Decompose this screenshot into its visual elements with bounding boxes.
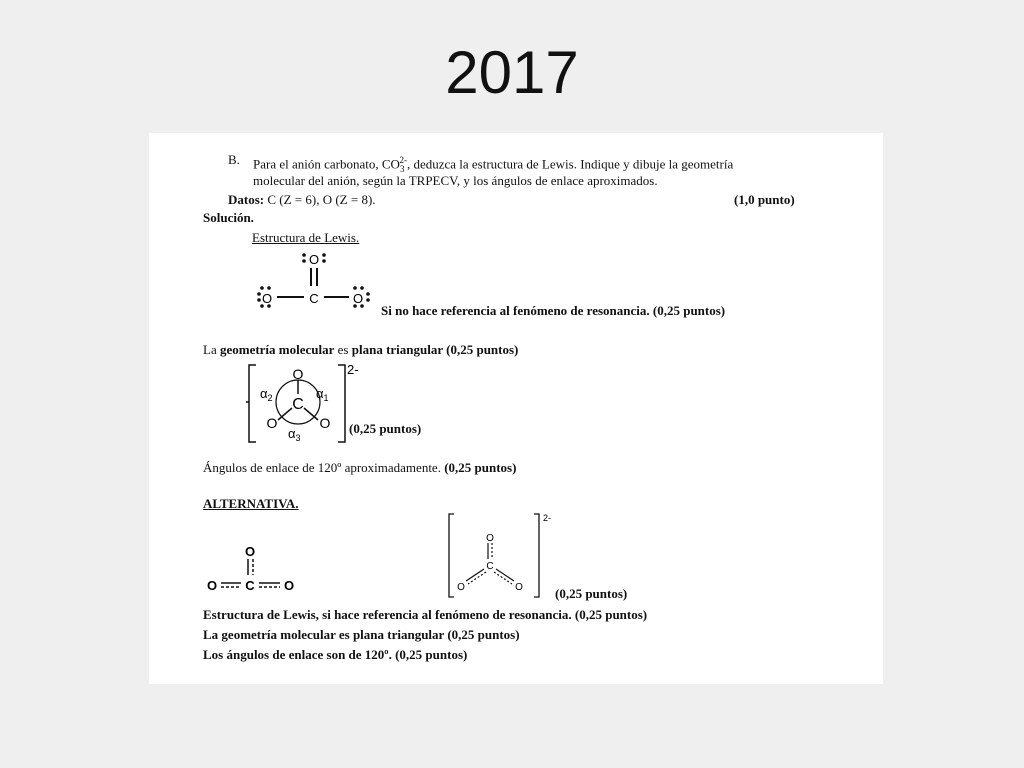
alt-geo-c: C xyxy=(486,561,494,572)
lewis-o-top: O xyxy=(308,252,320,267)
geo-o-left: O xyxy=(266,415,278,431)
question-points: (1,0 punto) xyxy=(734,192,795,207)
geo-c: C xyxy=(292,396,304,413)
alternative-line-3: Los ángulos de enlace son de 120º. (0,25 puntos) xyxy=(203,647,468,662)
alt-o-left: O xyxy=(206,578,218,593)
lewis-o-right: O xyxy=(352,291,364,306)
geometry-line: La geometría molecular es plana triangular (0,25 puntos) xyxy=(203,342,519,357)
alt-geo-o-top: O xyxy=(486,533,494,544)
angles-line: Ángulos de enlace de 120º aproximadamente. (0,25 puntos) xyxy=(203,460,517,475)
solution-heading: Solución. xyxy=(203,210,254,225)
lewis-c: C xyxy=(309,291,319,306)
question-line-2: molecular del anión, según la TRPECV, y los ángulos de enlace aproximados. xyxy=(253,173,658,188)
alt-charge-label: 2- xyxy=(543,513,552,523)
charge-label: 2- xyxy=(347,362,359,377)
alternative-line-2: La geometría molecular es plana triangular (0,25 puntos) xyxy=(203,627,520,642)
lewis-heading: Estructura de Lewis. xyxy=(252,230,360,245)
slide-title: 2017 xyxy=(445,39,579,106)
resonance-lewis-diagram xyxy=(204,543,304,595)
document-image xyxy=(149,133,883,684)
resonance-geometry-diagram xyxy=(446,511,561,599)
alternative-line-1: Estructura de Lewis, si hace referencia al fenómeno de resonancia. (0,25 puntos) xyxy=(203,607,648,622)
datos-line: Datos: C (Z = 6), O (Z = 8). xyxy=(228,192,376,207)
alt-geo-o-right: O xyxy=(515,582,523,593)
alt-o-top: O xyxy=(244,544,256,559)
alternative-heading: ALTERNATIVA. xyxy=(203,496,299,511)
alpha-3-label: $\alpha_3$ xyxy=(288,426,301,443)
resonance-note: Si no hace referencia al fenómeno de resonancia. (0,25 puntos) xyxy=(381,303,726,318)
alternative-diagram-points: (0,25 puntos) xyxy=(555,586,628,601)
lewis-o-left: O xyxy=(261,291,273,306)
alt-o-right: O xyxy=(283,578,295,593)
alpha-2-label: $\alpha_2$ xyxy=(260,386,273,403)
question-letter: B. xyxy=(228,152,240,167)
geo-o-right: O xyxy=(319,415,331,431)
alt-geo-o-left: O xyxy=(457,582,465,593)
lewis-structure-diagram xyxy=(249,248,389,318)
question-line-1: Para el anión carbonato, $CO_3^{2-}$, deduzca la estructura de Lewis. Indique y dibuje la geometría xyxy=(253,155,734,174)
alpha-1-label: $\alpha_1$ xyxy=(316,386,329,403)
geometry-diagram-points: (0,25 puntos) xyxy=(349,421,422,436)
geo-o-top: O xyxy=(292,366,304,382)
alt-c: C xyxy=(245,578,255,593)
